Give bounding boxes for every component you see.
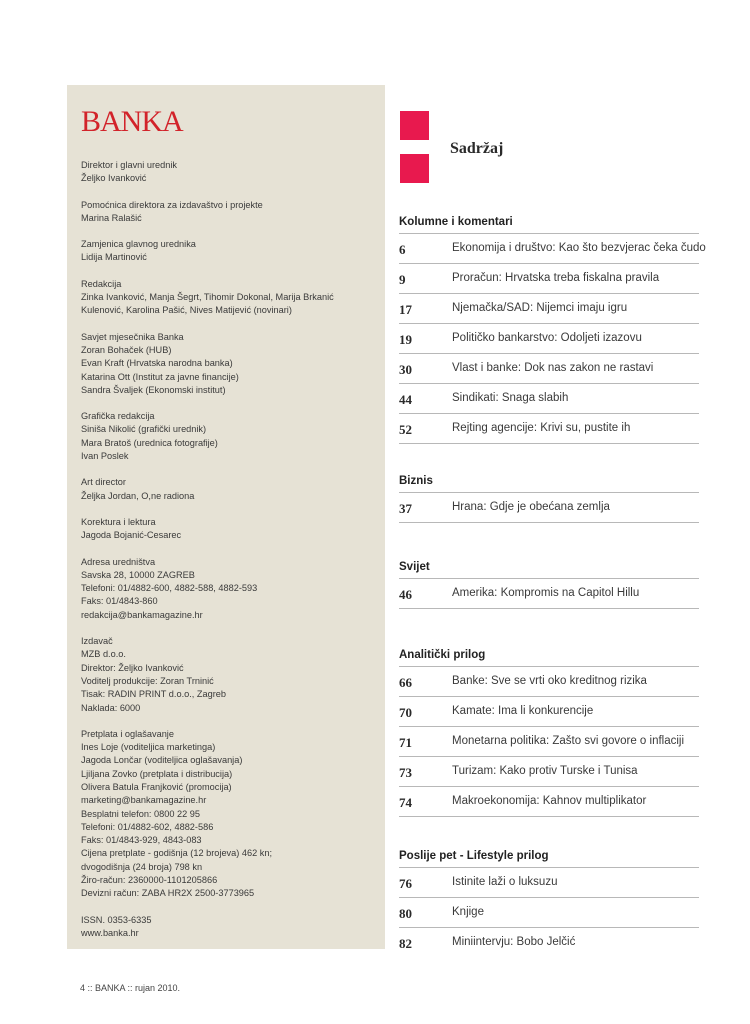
accent-square-top [400, 111, 429, 140]
brand-logo: BANKA [81, 105, 183, 138]
staff-line: Faks: 01/4843-929, 4843-083 [81, 835, 202, 846]
toc-entry-title: Proračun: Hrvatska treba fiskalna pravila [452, 272, 660, 284]
staff-role: Zamjenica glavnog urednika [81, 239, 196, 250]
staff-block [81, 199, 385, 226]
toc-entry-title: Amerika: Kompromis na Capitol Hillu [452, 587, 640, 599]
toc-entry[interactable] [399, 493, 699, 523]
section-heading: Kolumne i komentari [399, 215, 699, 234]
section-heading: Biznis [399, 474, 699, 493]
staff-role: Pretplata i oglašavanje [81, 728, 174, 739]
staff-role: Grafička redakcija [81, 411, 155, 422]
toc-page-number: 71 [399, 735, 412, 750]
staff-line: Kulenović, Karolina Pašić, Nives Matijević (novinari) [81, 305, 292, 316]
toc-entry-title: Knjige [452, 906, 484, 918]
toc-entry[interactable] [399, 727, 699, 757]
toc-entry[interactable] [399, 579, 699, 609]
toc-section [399, 849, 699, 957]
toc-entry[interactable] [399, 234, 706, 264]
toc-page-number: 80 [399, 906, 412, 921]
staff-line: Direktor: Željko Ivanković [81, 662, 184, 673]
toc-entry-title: Rejting agencije: Krivi su, pustite ih [452, 422, 631, 434]
staff-block [81, 476, 385, 503]
toc-title: Sadržaj [450, 140, 504, 157]
toc-page-number: 73 [399, 765, 412, 780]
page-footer: 4 :: BANKA :: rujan 2010. [80, 983, 181, 993]
staff-line: Lidija Martinović [81, 252, 147, 263]
staff-block [81, 728, 385, 901]
staff-block [81, 556, 385, 622]
staff-role: ISSN. 0353-6335 [81, 914, 152, 925]
staff-line: Jagoda Lončar (voditeljica oglašavanja) [81, 755, 243, 766]
toc-page-number: 17 [399, 302, 412, 317]
toc-entry-title: Monetarna politika: Zašto svi govore o inflaciji [452, 735, 685, 747]
section-heading: Svijet [399, 560, 699, 579]
staff-line: Evan Kraft (Hrvatska narodna banka) [81, 358, 233, 369]
staff-line: Željka Jordan, O,ne radiona [81, 490, 195, 501]
staff-block [81, 516, 385, 543]
toc-page-number: 52 [399, 422, 412, 437]
staff-role: Pomoćnica direktora za izdavaštvo i projekte [81, 199, 263, 210]
section-heading: Analitički prilog [399, 648, 699, 667]
staff-block [81, 410, 385, 463]
staff-role: Adresa uredništva [81, 556, 156, 567]
staff-line: Besplatni telefon: 0800 22 95 [81, 808, 201, 819]
staff-line: Katarina Ott (Institut za javne financije) [81, 371, 239, 382]
toc-entry[interactable] [399, 384, 699, 414]
staff-block [81, 635, 385, 715]
staff-line: Žiro-račun: 2360000-1101205866 [81, 875, 218, 886]
staff-line: Telefoni: 01/4882-602, 4882-586 [81, 821, 214, 832]
toc-entry-title: Kamate: Ima li konkurencije [452, 705, 594, 717]
toc-entry[interactable] [399, 928, 699, 957]
toc-entry[interactable] [399, 868, 699, 898]
toc-entry-title: Makroekonomija: Kahnov multiplikator [452, 795, 647, 807]
toc-entry[interactable] [399, 324, 699, 354]
staff-line: Jagoda Bojanić-Cesarec [81, 530, 182, 541]
toc-entry-title: Istinite laži o luksuzu [452, 876, 558, 888]
toc-page-number: 19 [399, 332, 412, 347]
toc-entry[interactable] [399, 264, 699, 294]
masthead-panel [67, 85, 385, 949]
toc-page-number: 82 [399, 936, 412, 951]
toc-entry-title: Sindikati: Snaga slabih [452, 392, 569, 404]
staff-line: Željko Ivanković [81, 173, 147, 184]
staff-role: Korektura i lektura [81, 516, 156, 527]
staff-role: Redakcija [81, 278, 122, 289]
staff-block [81, 914, 385, 941]
staff-role: Art director [81, 477, 126, 488]
staff-line: Siniša Nikolić (grafički urednik) [81, 424, 207, 435]
toc-entry[interactable] [399, 697, 699, 727]
staff-block [81, 238, 385, 265]
staff-line: Telefoni: 01/4882-600, 4882-588, 4882-593 [81, 583, 258, 594]
staff-line: Olivera Batula Franjković (promocija) [81, 781, 232, 792]
staff-line: Sandra Švaljek (Ekonomski institut) [81, 384, 226, 395]
staff-line: marketing@bankamagazine.hr [81, 795, 207, 806]
toc-page-number: 37 [399, 501, 412, 516]
staff-line: Ljiljana Zovko (pretplata i distribucija) [81, 768, 233, 779]
staff-line: Mara Bratoš (urednica fotografije) [81, 437, 218, 448]
toc-page-number: 46 [399, 587, 412, 602]
staff-role: Savjet mjesečnika Banka [81, 331, 184, 342]
section-heading: Poslije pet - Lifestyle prilog [399, 849, 699, 868]
staff-line: dvogodišnja (24 broja) 798 kn [81, 861, 203, 872]
toc-page-number: 30 [399, 362, 412, 377]
toc-section [399, 648, 699, 817]
accent-square-bottom [400, 154, 429, 183]
toc-entry-title: Banke: Sve se vrti oko kreditnog rizika [452, 675, 647, 687]
toc-page-number: 9 [399, 272, 406, 287]
toc-entry-title: Miniintervju: Bobo Jelčić [452, 936, 576, 948]
staff-line: Cijena pretplate - godišnja (12 brojeva) 462 kn; [81, 848, 273, 859]
toc-entry[interactable] [399, 667, 699, 697]
toc-page-number: 76 [399, 876, 412, 891]
toc-page-number: 74 [399, 795, 412, 810]
staff-line: Ines Loje (voditeljica marketinga) [81, 742, 216, 753]
staff-block [81, 159, 385, 186]
toc-page-number: 70 [399, 705, 412, 720]
toc-entry-title: Vlast i banke: Dok nas zakon ne rastavi [452, 362, 654, 374]
staff-line: Devizni račun: ZABA HR2X 2500-3773965 [81, 888, 255, 899]
toc-section [399, 560, 699, 609]
toc-section [399, 474, 699, 523]
staff-line: Zinka Ivanković, Manja Šegrt, Tihomir Dokonal, Marija Brkanić [81, 292, 334, 303]
staff-block [81, 331, 385, 397]
staff-role: Izdavač [81, 636, 113, 647]
toc-page-number: 66 [399, 675, 412, 690]
toc-entry-title: Političko bankarstvo: Odoljeti izazovu [452, 332, 642, 344]
toc-entry[interactable] [399, 787, 699, 817]
staff-line: Zoran Bohaček (HUB) [81, 344, 172, 355]
staff-line: Tisak: RADIN PRINT d.o.o., Zagreb [81, 689, 227, 700]
toc-entry[interactable] [399, 354, 699, 384]
toc-page-number: 44 [399, 392, 412, 407]
toc-entry[interactable] [399, 898, 699, 928]
staff-line: Naklada: 6000 [81, 702, 141, 713]
toc-entry-title: Turizam: Kako protiv Turske i Tunisa [452, 765, 638, 777]
toc-entry-title: Hrana: Gdje je obećana zemlja [452, 501, 610, 513]
toc-entry[interactable] [399, 757, 699, 787]
staff-list [81, 159, 385, 940]
staff-line: www.banka.hr [81, 927, 139, 938]
toc-entry-title: Njemačka/SAD: Nijemci imaju igru [452, 302, 628, 314]
staff-line: Voditelj produkcije: Zoran Trninić [81, 675, 214, 686]
staff-line: Faks: 01/4843-860 [81, 596, 158, 607]
staff-line: Savska 28, 10000 ZAGREB [81, 569, 195, 580]
toc-section [399, 215, 706, 444]
staff-line: redakcija@bankamagazine.hr [81, 609, 203, 620]
staff-role: Direktor i glavni urednik [81, 160, 177, 170]
staff-block [81, 278, 385, 318]
toc-entry-title: Ekonomija i društvo: Kao što bezvjerac čeka čudo [452, 242, 706, 254]
staff-line: Marina Ralašić [81, 212, 142, 223]
staff-line: MZB d.o.o. [81, 649, 126, 660]
toc-entry[interactable] [399, 294, 699, 324]
toc-entry[interactable] [399, 414, 699, 444]
toc-page-number: 6 [399, 242, 406, 257]
staff-line: Ivan Poslek [81, 451, 129, 462]
